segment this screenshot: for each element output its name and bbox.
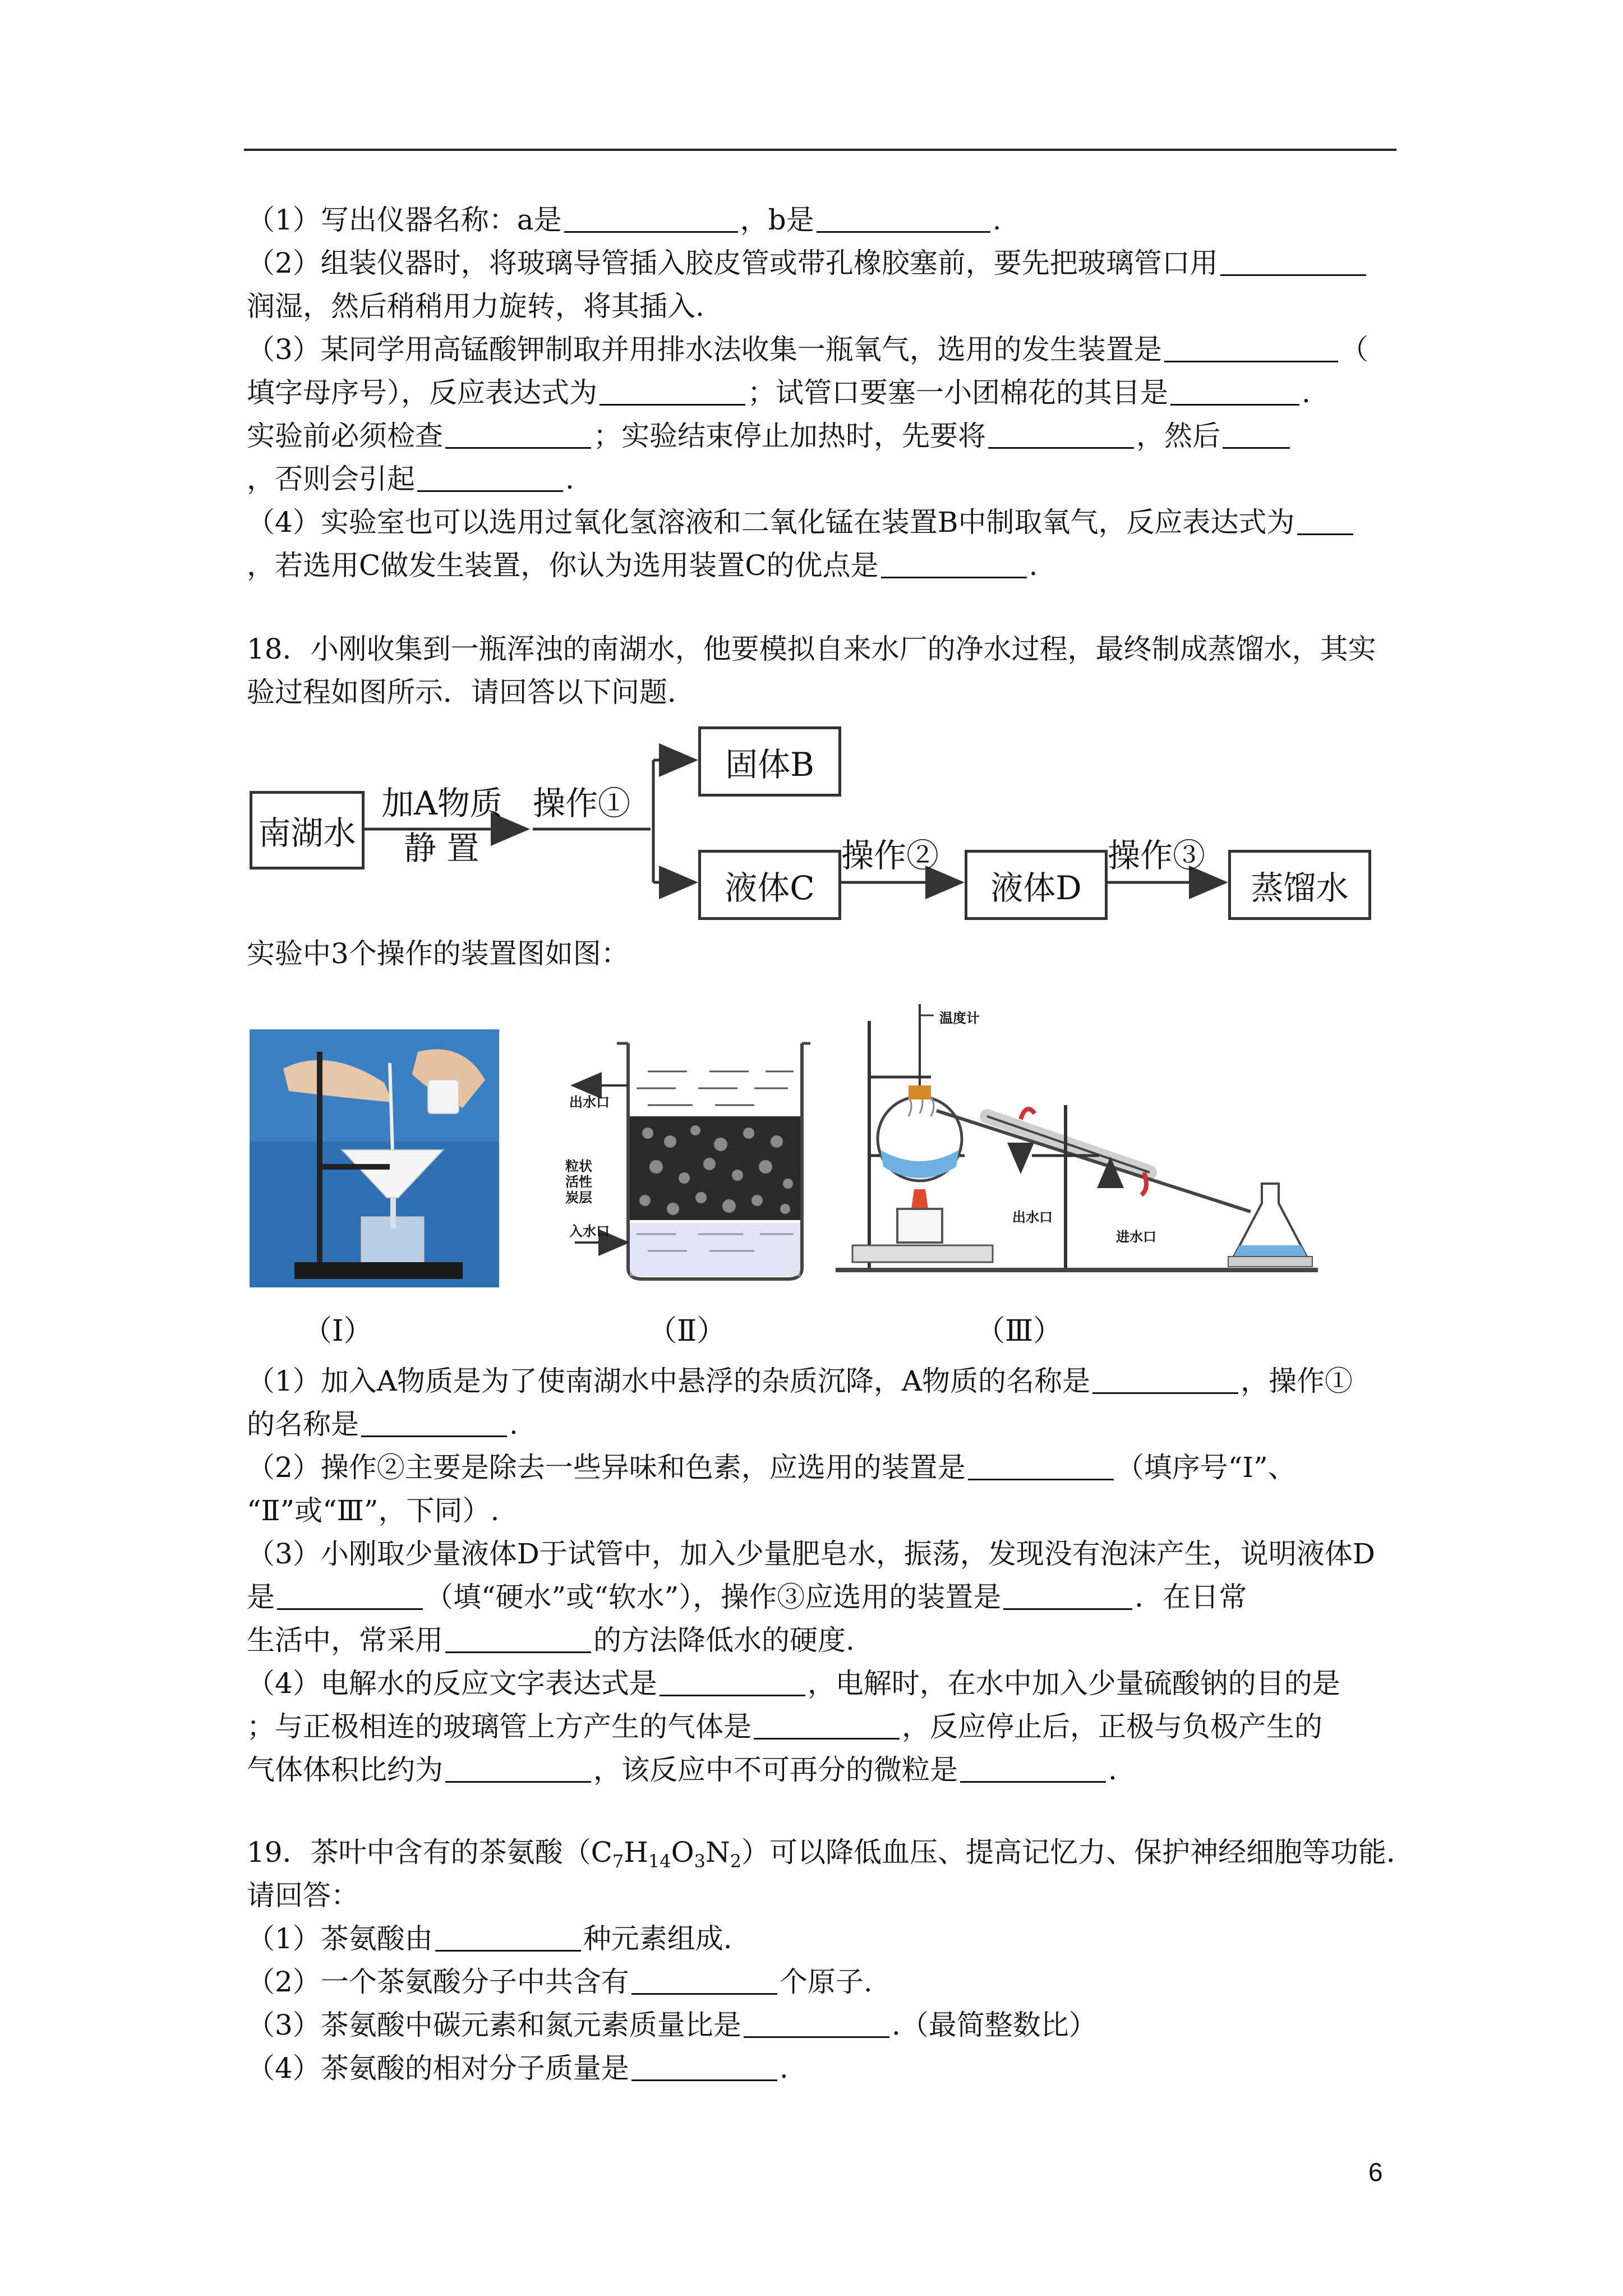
- q17-part4-line2: ，若选用C做发生装置，你认为选用装置C的优点是 .: [247, 549, 1038, 582]
- page-number: 6: [1368, 2157, 1383, 2187]
- q18-apparatus-intro: 实验中3个操作的装置图如图：: [247, 937, 629, 970]
- q17-part3-line1: （3）某同学用高锰酸钾制取并用排水法收集一瓶氧气，选用的发生装置是 （: [247, 333, 1368, 366]
- flow-arrows: [0, 0, 1623, 954]
- answer-blank[interactable]: [1092, 1368, 1238, 1394]
- caption-apparatus-3: （Ⅲ）: [976, 1314, 1063, 1348]
- answer-blank[interactable]: [1003, 1584, 1132, 1610]
- answer-blank[interactable]: [445, 1756, 591, 1783]
- q19-part1: （1）茶氨酸由 种元素组成.: [247, 1922, 732, 1955]
- q18-part2-line2: “Ⅱ”或“Ⅲ”，下同）.: [247, 1494, 500, 1527]
- q19-part3: （3）茶氨酸中碳元素和氮元素质量比是 .（最简整数比）: [247, 2009, 1097, 2041]
- q18-part4-line3: 气体体积比约为 ，该反应中不可再分的微粒是 .: [247, 1754, 1117, 1786]
- label-carbon-layer: 粒状活性炭层: [565, 1158, 592, 1205]
- q18-part1-line2: 的名称是 .: [247, 1408, 518, 1441]
- q17-part4-line1: （4）实验室也可以选用过氧化氢溶液和二氧化锰在装置B中制取氧气，反应表达式为: [247, 504, 1396, 540]
- answer-blank[interactable]: [435, 1925, 581, 1952]
- q18-part4-line1: （4）电解水的反应文字表达式是 ，电解时，在水中加入少量硫酸钠的目的是: [247, 1667, 1340, 1700]
- q18-part2-line1: （2）操作②主要是除去一些异味和色素，应选用的装置是 （填序号“Ⅰ”、: [247, 1451, 1296, 1484]
- distillation-apparatus-diagram: [836, 1004, 1318, 1285]
- q17-part3-line3: 实验前必须检查 ；实验结束停止加热时，先要将 ，然后: [247, 418, 1396, 454]
- caption-apparatus-1: （Ⅰ）: [303, 1314, 373, 1348]
- q19-part2: （2）一个茶氨酸分子中共含有 个原子.: [247, 1966, 873, 1998]
- answer-blank[interactable]: [960, 1756, 1106, 1783]
- answer-blank[interactable]: [754, 1713, 900, 1740]
- filtration-photo-image: [250, 1029, 499, 1287]
- flow-label-op2: 操作②: [841, 836, 939, 875]
- q19-part4: （4）茶氨酸的相对分子质量是 .: [247, 2052, 789, 2085]
- flow-label-op3: 操作③: [1108, 836, 1206, 875]
- q18-part3-line3: 生活中，常采用 的方法降低水的硬度.: [247, 1624, 855, 1657]
- flow-label-settle: 静 置: [404, 829, 479, 867]
- answer-blank[interactable]: [744, 2012, 889, 2038]
- activated-carbon-filter-diagram: [564, 1021, 810, 1290]
- q17-part3-line4: ，否则会引起 .: [247, 463, 574, 495]
- answer-blank[interactable]: [968, 1454, 1114, 1480]
- answer-blank[interactable]: [631, 2055, 777, 2081]
- q19-intro-line2: 请回答：: [247, 1879, 359, 1912]
- flow-box-solid-b: 固体B: [698, 726, 841, 797]
- flow-label-op1: 操作①: [533, 784, 631, 822]
- answer-blank[interactable]: [277, 1584, 423, 1610]
- label-thermometer: 温度计: [939, 1010, 980, 1026]
- q18-intro-line2: 验过程如图所示．请回答以下问题．: [247, 676, 695, 708]
- q17-part3-line2: 填字母序号），反应表达式为 ；试管口要塞一小团棉花的其目是 .: [247, 376, 1311, 409]
- caption-apparatus-2: （Ⅱ）: [648, 1314, 726, 1348]
- answer-blank[interactable]: [361, 1411, 507, 1437]
- flow-label-add-a: 加A物质: [381, 784, 502, 822]
- answer-blank[interactable]: [660, 1670, 805, 1696]
- answer-blank[interactable]: [445, 1627, 591, 1653]
- q17-part1: （1）写出仪器名称：a是 ，b是 .: [247, 204, 1002, 236]
- flow-box-liquid-d: 液体D: [965, 850, 1108, 920]
- label-inlet: 入水口: [569, 1223, 610, 1239]
- q19-intro-line1: 19．茶叶中含有的茶氨酸$(C_7H_{14}O_3N_2)$可以降低血压、提高记忆力、保护神经细胞等功能．: [247, 1836, 1415, 1872]
- answer-blank[interactable]: [631, 1968, 777, 1995]
- q18-part4-line2: ；与正极相连的玻璃管上方产生的气体是 ，反应停止后，正极与负极产生的: [247, 1710, 1322, 1743]
- label-water-inlet: 进水口: [1116, 1229, 1156, 1245]
- label-outlet: 出水口: [569, 1094, 610, 1110]
- label-water-outlet: 出水口: [1012, 1209, 1053, 1225]
- q18-intro-line1: 18．小刚收集到一瓶浑浊的南湖水，他要模拟自来水厂的净水过程，最终制成蒸馏水，其实: [247, 633, 1376, 665]
- q18-part3-line1: （3）小刚取少量液体D于试管中，加入少量肥皂水，振荡，发现没有泡沫产生，说明液体D: [247, 1538, 1375, 1570]
- q17-part2-line2: 润湿，然后稍稍用力旋转，将其插入.: [247, 290, 704, 323]
- flow-box-south-lake-water: 南湖水: [250, 791, 365, 869]
- q17-part2-line1: （2）组装仪器时，将玻璃导管插入胶皮管或带孔橡胶塞前，要先把玻璃管口用: [247, 245, 1396, 281]
- q18-part1-line1: （1）加入A物质是为了使南湖水中悬浮的杂质沉降，A物质的名称是 ，操作①: [247, 1365, 1353, 1397]
- q18-part3-line2: 是 （填“硬水”或“软水”），操作③应选用的装置是 ．在日常: [247, 1581, 1247, 1613]
- flow-box-liquid-c: 液体C: [698, 850, 841, 920]
- flow-box-distilled-water: 蒸馏水: [1228, 850, 1371, 920]
